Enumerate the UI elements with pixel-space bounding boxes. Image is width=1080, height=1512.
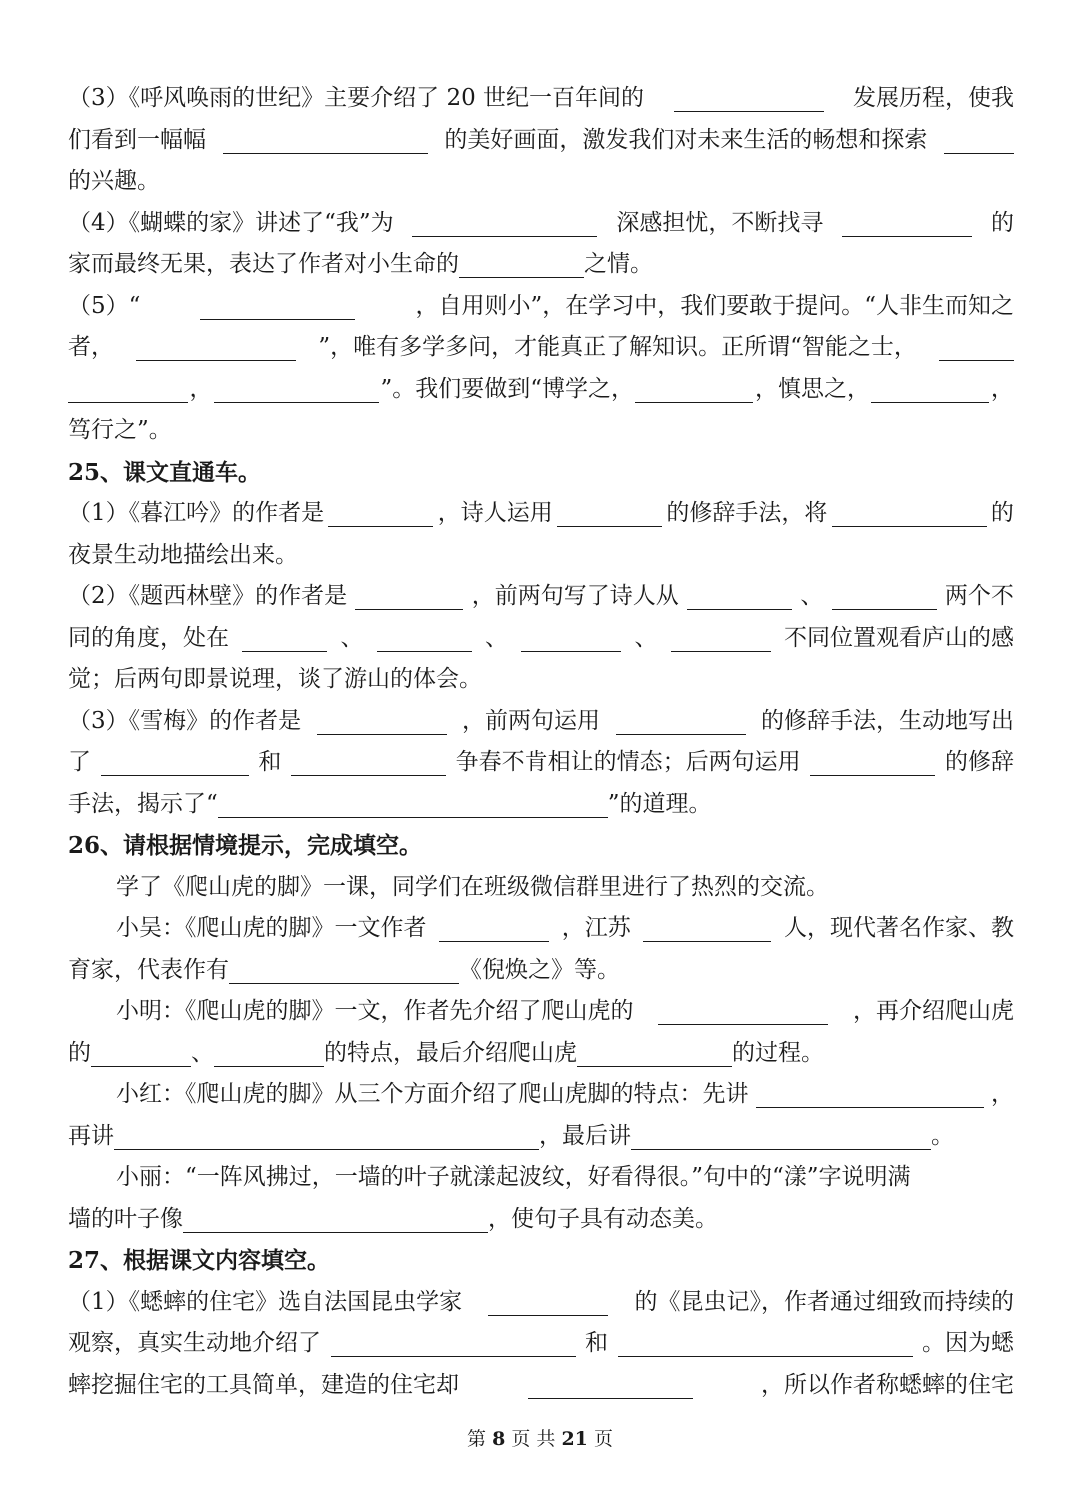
footer-page-number: 8: [492, 1428, 506, 1450]
text-line: [68, 908, 1014, 950]
fill-in-blank[interactable]: [631, 1123, 931, 1150]
fill-in-blank[interactable]: [229, 957, 459, 984]
fill-in-blank[interactable]: [242, 625, 327, 652]
fill-in-blank[interactable]: [944, 127, 1014, 154]
text-line: [68, 1282, 1014, 1324]
line-text: （5）“: [68, 292, 141, 319]
line-text: 的: [990, 500, 1014, 526]
line-text: 了: [68, 749, 91, 775]
text-line: [68, 742, 1014, 784]
line-text: 墙的叶子像: [68, 1205, 183, 1232]
fill-in-blank[interactable]: [214, 1040, 324, 1067]
line-text: 的: [990, 209, 1014, 236]
line-text: 的特点，最后介绍爬山虎: [324, 1039, 577, 1066]
line-text: ”的道理。: [607, 790, 712, 817]
line-text: 。: [931, 1122, 954, 1149]
worksheet-content: [68, 78, 1014, 1406]
footer-middle: 页 共: [511, 1428, 556, 1450]
line-text: （4）《蝴蝶的家》讲述了“我”为: [68, 209, 394, 236]
fill-in-blank[interactable]: [223, 127, 428, 154]
line-text: 人，现代著名作家、教: [784, 915, 1014, 941]
line-text: （1）《蟋蟀的住宅》选自法国昆虫学家: [68, 1288, 463, 1315]
text-line: [68, 784, 1014, 826]
fill-in-blank[interactable]: [114, 1123, 539, 1150]
line-text: ”，唯有多学多问，才能真正了解知识。正所谓“智能之士，: [318, 334, 917, 360]
text-line: [68, 1074, 1014, 1116]
text-line: [68, 1157, 1014, 1199]
fill-in-blank[interactable]: [528, 1372, 693, 1399]
line-text: 争春不肯相让的情态；后两句运用: [455, 749, 801, 775]
text-line: [68, 659, 1014, 701]
line-text: 觉；后两句即景说理，谈了游山的体会。: [68, 666, 482, 692]
fill-in-blank[interactable]: [218, 791, 608, 818]
line-text: ，使句子具有动态美。: [488, 1205, 718, 1232]
text-line: [68, 369, 1014, 411]
line-text: 。因为蟋: [922, 1330, 1014, 1356]
footer-suffix: 页: [593, 1428, 613, 1450]
fill-in-blank[interactable]: [832, 583, 937, 610]
line-text: ，: [189, 375, 213, 402]
line-text: ，江苏: [561, 915, 631, 941]
fill-in-blank[interactable]: [810, 749, 935, 776]
fill-in-blank[interactable]: [331, 1330, 576, 1357]
page-footer: [0, 1424, 1080, 1451]
text-line: [68, 327, 1014, 369]
line-text: 《倪焕之》等。: [459, 956, 620, 983]
fill-in-blank[interactable]: [214, 376, 379, 403]
line-text: 两个不: [944, 583, 1014, 609]
section-heading: [68, 1240, 1014, 1282]
fill-in-blank[interactable]: [871, 376, 989, 403]
fill-in-blank[interactable]: [618, 1330, 913, 1357]
line-text: 、: [485, 624, 508, 651]
fill-in-blank[interactable]: [577, 1040, 732, 1067]
fill-in-blank[interactable]: [136, 334, 296, 361]
text-line: [68, 867, 1014, 909]
fill-in-blank[interactable]: [635, 376, 753, 403]
line-text: 、: [191, 1039, 214, 1066]
line-text: ，诗人运用: [437, 500, 553, 526]
fill-in-blank[interactable]: [488, 1289, 608, 1316]
text-line: [68, 535, 1014, 577]
fill-in-blank[interactable]: [832, 500, 987, 527]
text-line: [68, 618, 1014, 660]
text-line: [68, 161, 1014, 203]
line-text: ，: [990, 375, 1014, 402]
fill-in-blank[interactable]: [317, 708, 447, 735]
line-text: （3）《雪梅》的作者是: [68, 707, 302, 734]
footer-total-pages: 21: [561, 1428, 588, 1450]
line-text: ，所以作者称蟋蟀的住宅: [761, 1371, 1014, 1398]
line-text: ，自用则小”，在学习中，我们要敢于提问。“人非生而知之: [415, 292, 1014, 319]
line-text: 们看到一幅幅: [68, 126, 206, 153]
line-text: 的修辞手法，生动地写出: [760, 707, 1014, 734]
section-heading: [68, 452, 1014, 494]
line-text: 发展历程，使我: [853, 85, 1014, 111]
fill-in-blank[interactable]: [756, 1081, 984, 1108]
line-text: 的: [68, 1039, 91, 1066]
fill-in-blank[interactable]: [658, 998, 828, 1025]
line-text: 手法，揭示了“: [68, 790, 218, 817]
line-text: 的兴趣。: [68, 168, 160, 194]
line-text: 蟀挖掘住宅的工具简单，建造的住宅却: [68, 1371, 459, 1398]
line-text: 、: [340, 624, 364, 651]
text-line: [68, 493, 1014, 535]
fill-in-blank[interactable]: [674, 85, 824, 112]
line-text: 深感担忧，不断找寻: [616, 209, 824, 236]
text-line: [68, 1199, 1014, 1241]
fill-in-blank[interactable]: [616, 708, 746, 735]
fill-in-blank[interactable]: [183, 1206, 488, 1233]
line-text: 小吴：《爬山虎的脚》一文作者: [116, 915, 427, 941]
line-text: 的美好画面，激发我们对未来生活的畅想和探索: [444, 126, 928, 153]
fill-in-blank[interactable]: [377, 625, 472, 652]
text-line: [68, 950, 1014, 992]
line-text: （1）《暮江吟》的作者是: [68, 500, 325, 526]
fill-in-blank[interactable]: [939, 334, 1014, 361]
line-text: （2）《题西林壁》的作者是: [68, 583, 348, 609]
line-text: 的《昆虫记》，作者通过细致而持续的: [634, 1288, 1014, 1315]
section-heading: [68, 825, 1014, 867]
line-text: 再讲: [68, 1122, 114, 1149]
text-line: [68, 203, 1014, 245]
text-line: [68, 78, 1014, 120]
line-text: 学了《爬山虎的脚》一课，同学们在班级微信群里进行了热烈的交流。: [116, 873, 829, 900]
fill-in-blank[interactable]: [557, 500, 662, 527]
line-text: 、: [800, 583, 824, 609]
line-text: 不同位置观看庐山的感: [784, 624, 1014, 651]
fill-in-blank[interactable]: [521, 625, 621, 652]
line-text: 者，: [68, 334, 114, 360]
line-text: 育家，代表作有: [68, 956, 229, 983]
line-text: 小红：《爬山虎的脚》从三个方面介绍了爬山虎脚的特点：先讲: [116, 1081, 749, 1107]
line-text: 之情。: [584, 251, 653, 277]
line-text: 26、请根据情境提示，完成填空。: [68, 832, 423, 859]
line-text: 和: [585, 1330, 608, 1356]
text-line: [68, 991, 1014, 1033]
text-line: [68, 1116, 1014, 1158]
fill-in-blank[interactable]: [439, 915, 549, 942]
fill-in-blank[interactable]: [687, 583, 792, 610]
fill-in-blank[interactable]: [355, 583, 463, 610]
line-text: 、: [634, 624, 658, 651]
fill-in-blank[interactable]: [91, 1040, 191, 1067]
line-text: 夜景生动地描绘出来。: [68, 541, 298, 568]
text-line: [68, 576, 1014, 618]
line-text: 的修辞手法，将: [666, 500, 828, 526]
text-line: [68, 1365, 1014, 1407]
fill-in-blank[interactable]: [643, 915, 771, 942]
fill-in-blank[interactable]: [200, 293, 355, 320]
fill-in-blank[interactable]: [291, 749, 446, 776]
line-text: 观察，真实生动地介绍了: [68, 1330, 321, 1356]
text-line: [68, 701, 1014, 743]
text-line: [68, 1033, 1014, 1075]
line-text: ，前两句写了诗人从: [471, 583, 679, 609]
line-text: 27、根据课文内容填空。: [68, 1247, 331, 1274]
line-text: ，慎思之，: [754, 375, 870, 402]
line-text: ”。我们要做到“博学之，: [380, 375, 634, 402]
line-text: 的修辞: [944, 749, 1014, 775]
line-text: ，最后讲: [539, 1122, 631, 1149]
line-text: 小丽：“一阵风拂过，一墙的叶子就漾起波纹，好看得很。”句中的“漾”字说明满: [116, 1164, 911, 1190]
line-text: ，: [991, 1081, 1014, 1107]
fill-in-blank[interactable]: [671, 625, 771, 652]
line-text: 笃行之”。: [68, 417, 172, 443]
line-text: （3）《呼风唤雨的世纪》主要介绍了 20 世纪一百年间的: [68, 85, 645, 111]
line-text: ，前两句运用: [462, 707, 601, 734]
text-line: [68, 286, 1014, 328]
line-text: 的过程。: [732, 1039, 824, 1066]
line-text: ，再介绍爬山虎: [853, 998, 1014, 1024]
fill-in-blank[interactable]: [328, 500, 433, 527]
text-line: [68, 1323, 1014, 1365]
text-line: [68, 244, 1014, 286]
text-line: [68, 410, 1014, 452]
fill-in-blank[interactable]: [101, 749, 249, 776]
line-text: 25、课文直通车。: [68, 458, 262, 486]
fill-in-blank[interactable]: [459, 251, 584, 278]
line-text: 同的角度，处在: [68, 624, 229, 651]
line-text: 家而最终无果，表达了作者对小生命的: [68, 251, 459, 277]
line-text: 小明：《爬山虎的脚》一文，作者先介绍了爬山虎的: [116, 998, 634, 1024]
line-text: 和: [258, 749, 282, 775]
footer-prefix: 第: [467, 1428, 487, 1450]
fill-in-blank[interactable]: [68, 376, 188, 403]
fill-in-blank[interactable]: [412, 210, 597, 237]
text-line: [68, 120, 1014, 162]
fill-in-blank[interactable]: [842, 210, 972, 237]
